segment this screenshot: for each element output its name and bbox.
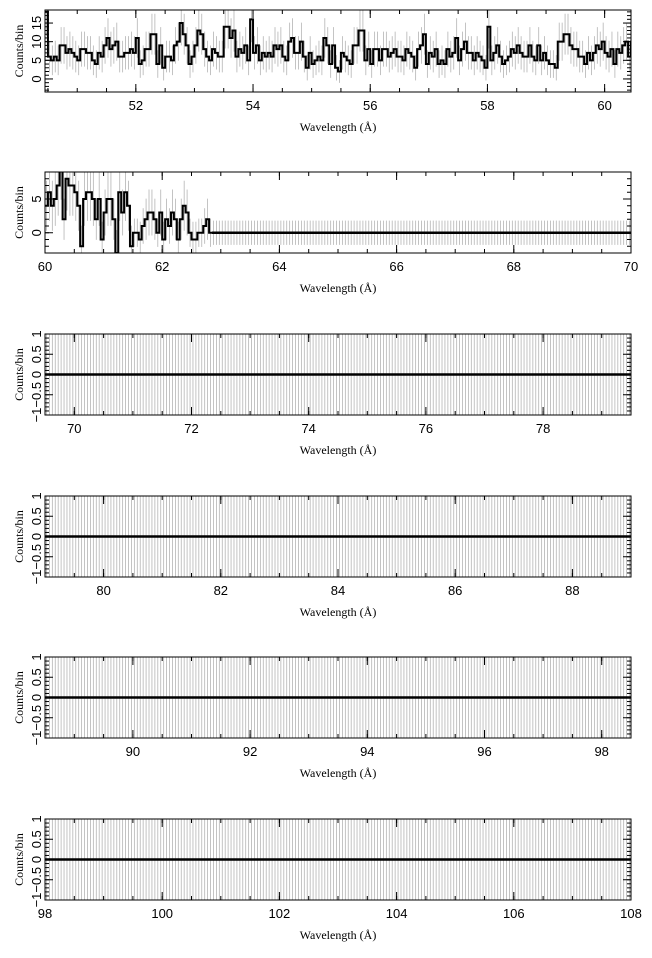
- error-bars: [46, 131, 629, 276]
- x-tick-label: 56: [362, 98, 378, 113]
- x-tick-label: 72: [184, 421, 199, 436]
- x-tick-label: 54: [245, 98, 261, 113]
- y-tick-label: −1: [29, 730, 44, 746]
- x-tick-label: 64: [272, 259, 287, 274]
- y-tick-label: 0: [29, 855, 44, 864]
- y-axis-label: Counts/bin: [12, 24, 27, 78]
- y-axis-label: Counts/bin: [12, 671, 27, 724]
- y-tick-label: 0: [29, 229, 44, 237]
- panel-3: [12, 330, 631, 457]
- y-tick-label: 0.5: [29, 507, 44, 526]
- x-tick-label: 84: [330, 583, 346, 598]
- x-tick-label: 74: [301, 421, 316, 436]
- y-tick-label: 5: [29, 56, 44, 64]
- x-tick-label: 108: [620, 906, 642, 921]
- y-tick-label: 1: [29, 492, 44, 500]
- panel-6: [12, 815, 642, 942]
- y-tick-label: 0: [29, 75, 44, 83]
- y-tick-label: −0.5: [29, 543, 44, 570]
- x-tick-label: 98: [594, 744, 609, 759]
- panel-1: [12, 0, 634, 134]
- x-tick-label: 80: [96, 583, 111, 598]
- y-tick-label: 5: [29, 195, 44, 203]
- x-tick-label: 96: [477, 744, 492, 759]
- x-tick-label: 52: [128, 98, 144, 113]
- panel-4: [12, 492, 631, 619]
- x-axis-label: Wavelength (Å): [299, 605, 377, 619]
- x-tick-label: 70: [67, 421, 82, 436]
- x-axis-label: Wavelength (Å): [299, 766, 377, 780]
- x-tick-label: 100: [151, 906, 174, 921]
- y-tick-label: −1: [29, 892, 44, 908]
- y-tick-label: −0.5: [29, 381, 44, 408]
- y-tick-label: −1: [29, 569, 44, 585]
- x-tick-label: 60: [597, 98, 612, 113]
- x-tick-label: 76: [418, 421, 434, 436]
- x-tick-label: 62: [154, 259, 170, 274]
- y-tick-label: −0.5: [29, 866, 44, 893]
- x-tick-label: 98: [37, 906, 53, 921]
- y-tick-label: 1: [29, 653, 44, 661]
- y-tick-label: 0.5: [29, 830, 44, 849]
- y-tick-label: 10: [29, 34, 44, 49]
- x-tick-label: 78: [535, 421, 551, 436]
- y-tick-label: 0.5: [29, 345, 44, 364]
- x-tick-label: 106: [502, 906, 525, 921]
- x-tick-label: 58: [480, 98, 495, 113]
- x-tick-label: 94: [360, 744, 375, 759]
- y-tick-label: 0.5: [29, 668, 44, 687]
- x-tick-label: 86: [447, 583, 463, 598]
- x-tick-label: 68: [506, 259, 522, 274]
- x-axis-label: Wavelength (Å): [299, 928, 377, 942]
- y-tick-label: 0: [29, 532, 44, 541]
- x-tick-label: 70: [623, 259, 639, 274]
- x-axis-label: Wavelength (Å): [299, 120, 377, 134]
- x-tick-label: 92: [242, 744, 258, 759]
- y-tick-label: 1: [29, 330, 44, 338]
- x-axis-label: Wavelength (Å): [299, 443, 377, 457]
- y-tick-label: 0: [29, 693, 44, 702]
- x-tick-label: 60: [37, 259, 53, 274]
- y-axis-label: Counts/bin: [12, 186, 27, 239]
- x-tick-label: 102: [268, 906, 291, 921]
- data-series: [45, 165, 631, 253]
- panel-5: [12, 653, 631, 780]
- y-tick-label: 15: [29, 15, 44, 31]
- y-tick-label: −1: [29, 407, 44, 423]
- x-tick-label: 104: [385, 906, 408, 921]
- x-tick-label: 82: [213, 583, 229, 598]
- y-tick-label: 1: [29, 815, 44, 823]
- x-axis-label: Wavelength (Å): [299, 281, 377, 295]
- y-axis-label: Counts/bin: [12, 833, 27, 886]
- y-tick-label: 0: [29, 370, 44, 379]
- x-tick-label: 66: [389, 259, 404, 274]
- panel-2: [12, 131, 638, 295]
- x-tick-label: 90: [125, 744, 141, 759]
- y-tick-label: −0.5: [29, 704, 44, 731]
- y-axis-label: Counts/bin: [12, 348, 27, 401]
- y-axis-label: Counts/bin: [12, 510, 27, 563]
- x-tick-label: 88: [565, 583, 580, 598]
